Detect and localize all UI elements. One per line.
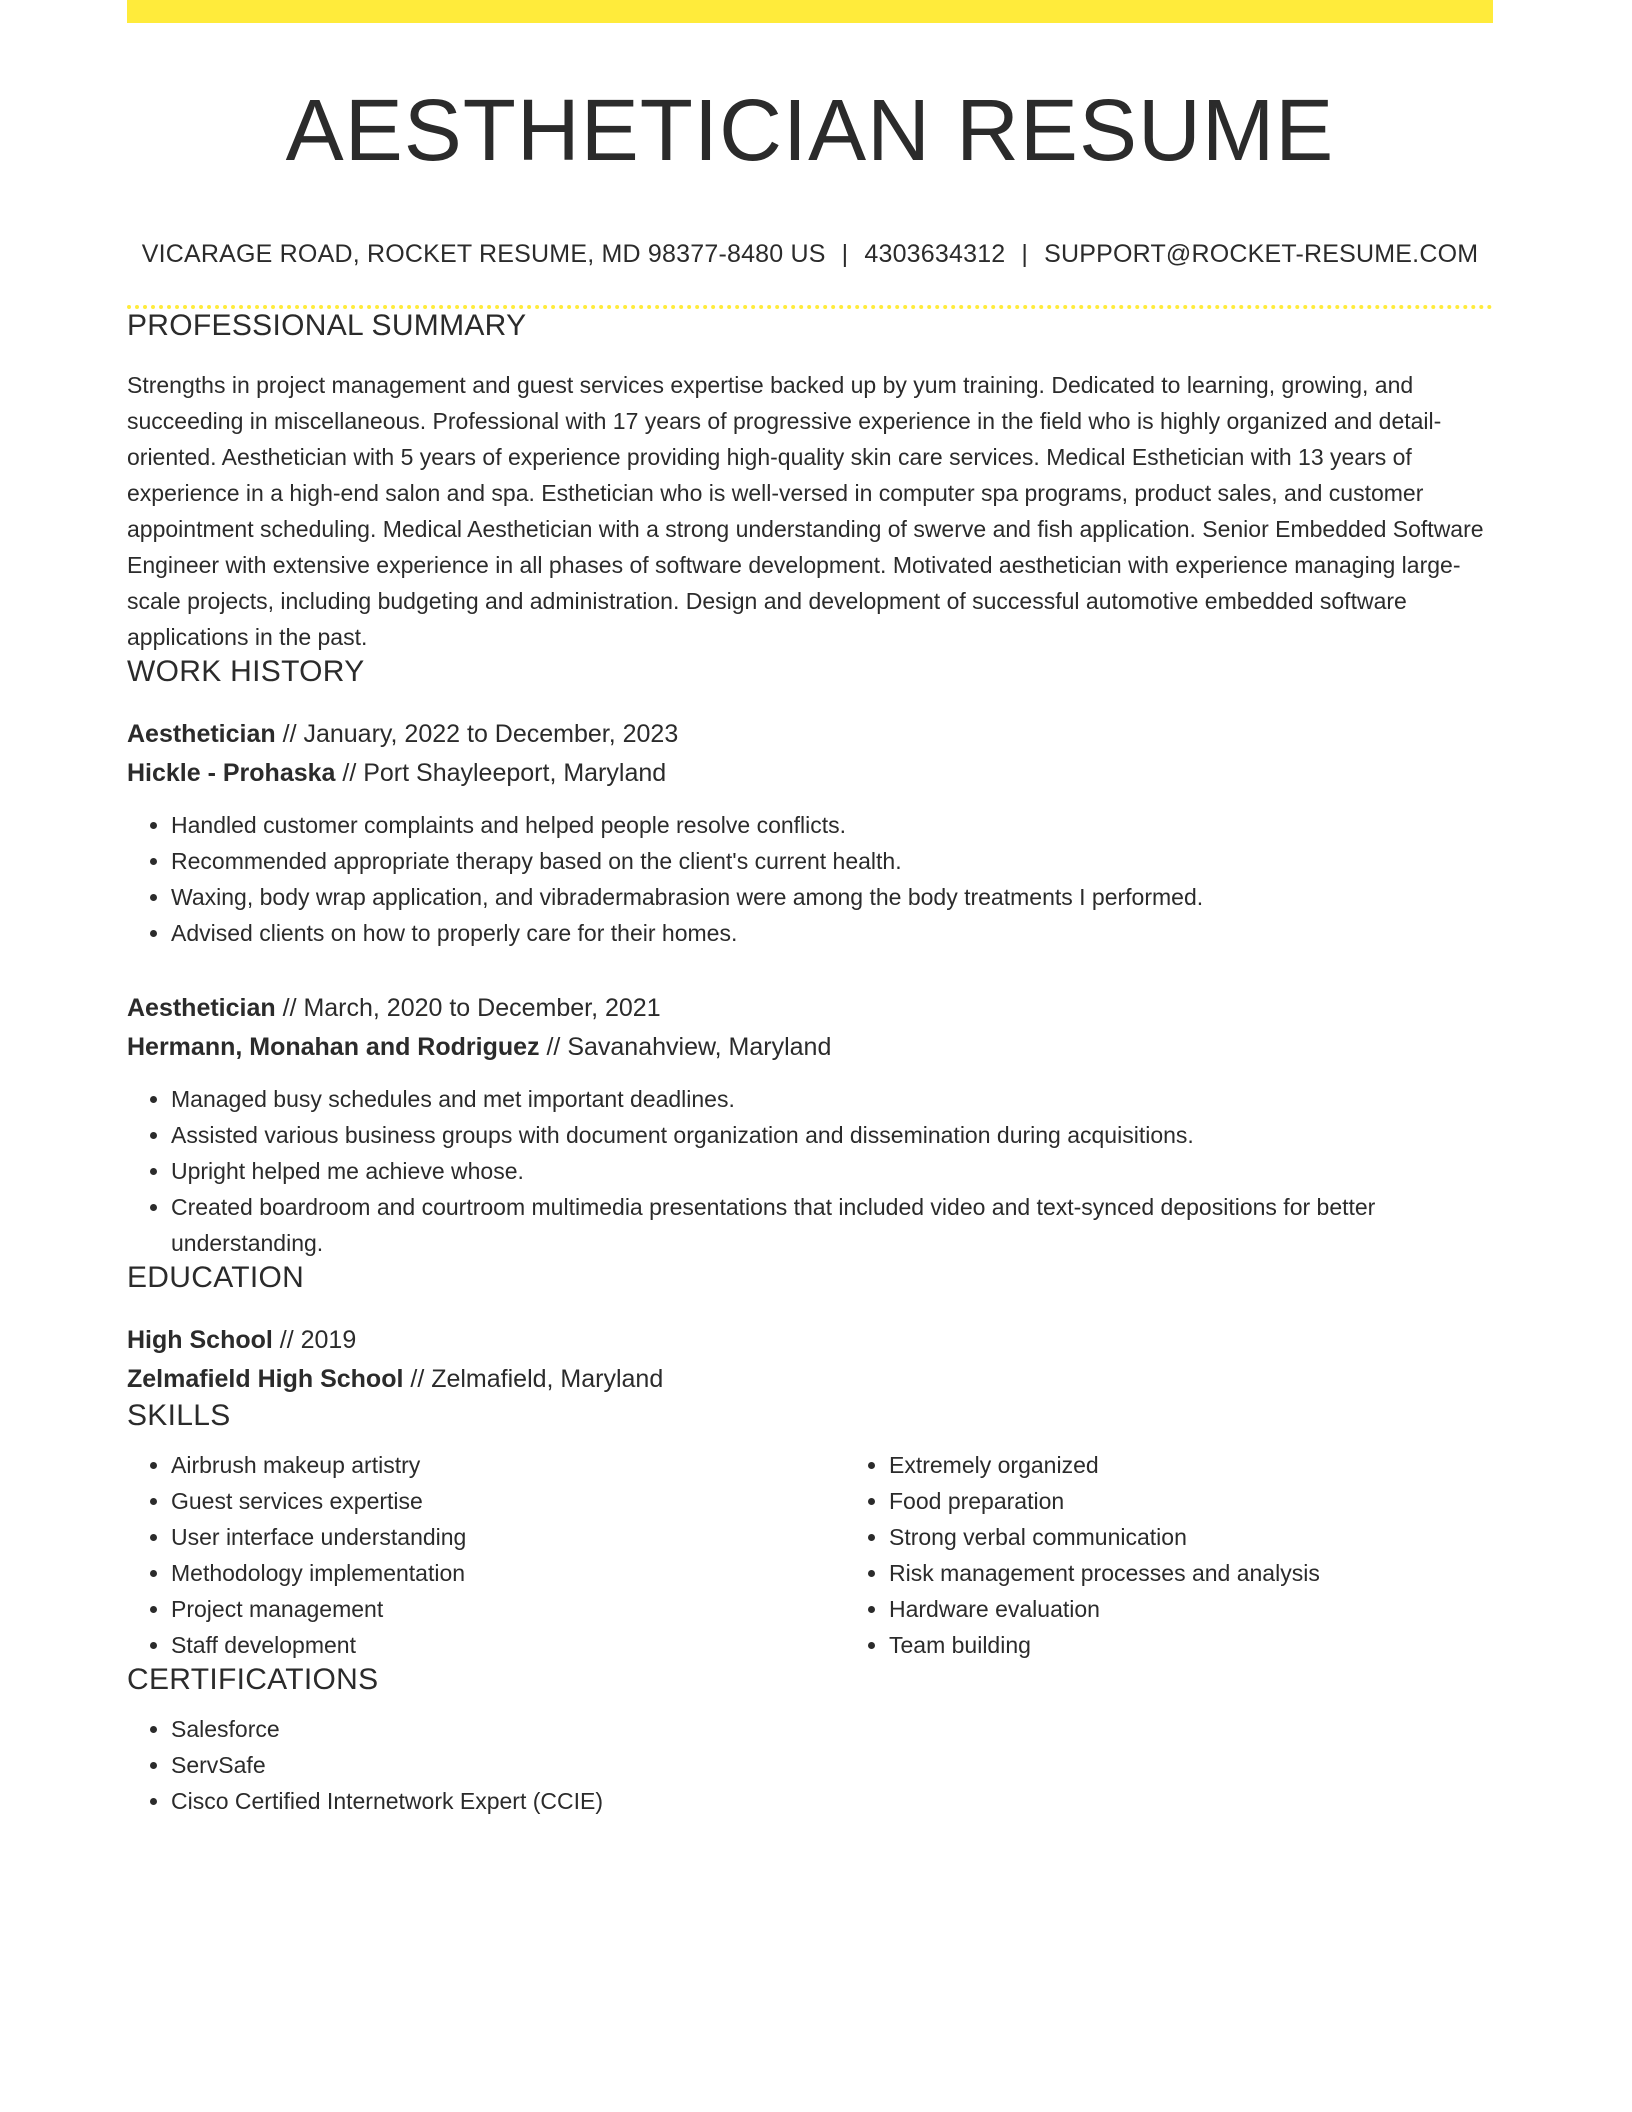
skill-item: • Extremely organized (889, 1447, 1563, 1483)
job-bullets (127, 1081, 1493, 1261)
job-company-line (127, 1028, 1493, 1067)
skills-columns (127, 1447, 1493, 1663)
education-location: // Zelmafield, Maryland (403, 1365, 664, 1393)
skills-list-right (845, 1447, 1563, 1663)
job-bullet: • Assisted various business groups with document organization and dissemination during acquisitions. (171, 1117, 1493, 1153)
job-dates: // January, 2022 to December, 2023 (275, 720, 679, 748)
education-heading: EDUCATION (127, 1261, 305, 1294)
certifications-heading: CERTIFICATIONS (127, 1663, 379, 1696)
job-bullet: • Advised clients on how to properly care for their homes. (171, 915, 1493, 951)
skill-item: • User interface understanding (171, 1519, 845, 1555)
job-bullets (127, 807, 1493, 951)
skills-heading: SKILLS (127, 1399, 231, 1432)
resume-title: AESTHETICIAN RESUME (285, 82, 1335, 179)
contact-phone[interactable]: 4303634312 (864, 240, 1006, 268)
skill-item: • Airbrush makeup artistry (171, 1447, 845, 1483)
skill-item: • Team building (889, 1627, 1563, 1663)
certifications-list (127, 1711, 1493, 1819)
summary-paragraph: Strengths in project management and guest services expertise backed up by yum training. Dedicated to learning, growing, and succeeding in miscellaneous. Professional with 17 years of progressive experience in the field who is highly organized and detail-oriented. Aesthetician with 5 years of experience providing high-quality skin care services. Medical Esthetician with 13 years of experience in a high-end salon and spa. Esthetician who is well-versed in computer spa programs, product sales, and customer appointment scheduling. Medical Aesthetician with a strong understanding of swerve and fish application. Senior Embedded Software Engineer with extensive experience in all phases of software development. Motivated aesthetician with experience managing large-scale projects, including budgeting and administration. Design and development of successful automotive embedded software applications in the past. (127, 372, 1484, 650)
education-entry (127, 1321, 1493, 1399)
resume-page (127, 0, 1493, 1819)
skill-item: • Risk management processes and analysis (889, 1555, 1563, 1591)
job-location: // Port Shayleeport, Maryland (335, 759, 667, 787)
job-bullet: • Managed busy schedules and met important deadlines. (171, 1081, 1493, 1117)
job-bullet: • Handled customer complaints and helped people resolve conflicts. (171, 807, 1493, 843)
job-location: // Savanahview, Maryland (539, 1033, 832, 1061)
job-company: Hickle - Prohaska (127, 759, 336, 787)
skill-item: • Staff development (171, 1627, 845, 1663)
job-role: Aesthetician (127, 994, 276, 1022)
job-role: Aesthetician (127, 720, 276, 748)
job-company: Hermann, Monahan and Rodriguez (127, 1033, 540, 1061)
skill-item: • Hardware evaluation (889, 1591, 1563, 1627)
job-bullet: • Waxing, body wrap application, and vibradermabrasion were among the body treatments I performed. (171, 879, 1493, 915)
education-degree-line (127, 1321, 1493, 1360)
certification-item: • Cisco Certified Internetwork Expert (CCIE) (171, 1783, 1493, 1819)
skill-item: • Food preparation (889, 1483, 1563, 1519)
accent-top-bar (127, 0, 1493, 23)
job-company-line (127, 754, 1493, 793)
contact-separator: | (841, 240, 849, 268)
job-bullet: • Upright helped me achieve whose. (171, 1153, 1493, 1189)
education-year: // 2019 (272, 1326, 357, 1354)
certification-item: • ServSafe (171, 1747, 1493, 1783)
contact-line (127, 240, 1493, 269)
contact-email[interactable]: SUPPORT@ROCKET-RESUME.COM (1044, 240, 1479, 268)
skill-item: • Methodology implementation (171, 1555, 845, 1591)
skill-item: • Strong verbal communication (889, 1519, 1563, 1555)
education-degree: High School (127, 1326, 273, 1354)
certification-item: • Salesforce (171, 1711, 1493, 1747)
job-entry (127, 989, 1493, 1261)
education-school: Zelmafield High School (127, 1365, 404, 1393)
summary-heading: PROFESSIONAL SUMMARY (127, 309, 527, 342)
job-role-line (127, 715, 1493, 754)
contact-address: VICARAGE ROAD, ROCKET RESUME, MD 98377-8480 US (141, 240, 826, 268)
job-dates: // March, 2020 to December, 2021 (275, 994, 661, 1022)
job-role-line (127, 989, 1493, 1028)
job-entry (127, 715, 1493, 951)
education-school-line (127, 1360, 1493, 1399)
skill-item: • Guest services expertise (171, 1483, 845, 1519)
skills-list-left (127, 1447, 845, 1663)
skill-item: • Project management (171, 1591, 845, 1627)
contact-separator: | (1021, 240, 1029, 268)
job-bullet: • Created boardroom and courtroom multimedia presentations that included video and text-synced depositions for better understanding. (171, 1189, 1493, 1261)
work-history-heading: WORK HISTORY (127, 655, 365, 688)
job-bullet: • Recommended appropriate therapy based on the client's current health. (171, 843, 1493, 879)
